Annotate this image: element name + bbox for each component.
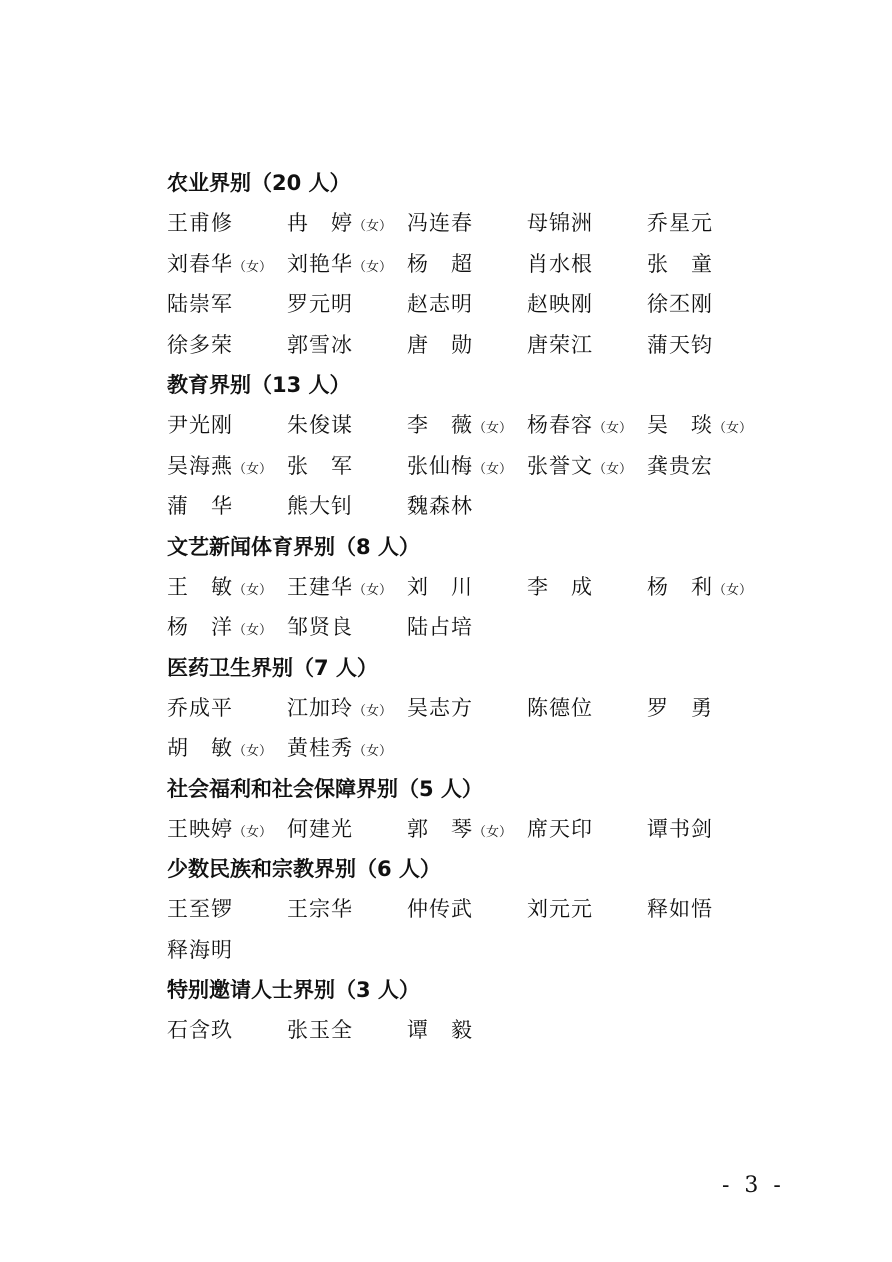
member-name: 魏森林 xyxy=(407,494,473,518)
member-name: 刘元元 xyxy=(527,897,593,921)
member-name: 刘艳华（女） xyxy=(287,251,393,276)
member-name: 陆崇军 xyxy=(167,292,233,316)
member-name: 赵志明 xyxy=(407,292,473,316)
member-name: 李 成 xyxy=(527,574,593,599)
member-name: 谭 毅 xyxy=(407,1018,473,1042)
name-row xyxy=(167,1010,807,1051)
member-name: 郭雪冰 xyxy=(287,332,353,357)
member-name: 释如悟 xyxy=(647,897,713,921)
member-name: 张 军 xyxy=(287,453,353,478)
member-name: 张 童 xyxy=(647,251,713,276)
member-name: 杨 利（女） xyxy=(647,574,753,599)
member-name: 谭书剑 xyxy=(647,816,713,841)
member-name: 黄桂秀（女） xyxy=(287,736,393,760)
member-name: 蒲 华 xyxy=(167,494,233,518)
member-name: 赵映刚 xyxy=(527,292,593,316)
member-name: 郭 琴（女） xyxy=(407,816,513,841)
member-name: 释海明 xyxy=(167,937,233,962)
member-name: 唐 勋 xyxy=(407,332,473,357)
member-name: 罗 勇 xyxy=(647,695,713,720)
member-name: 胡 敏（女） xyxy=(167,736,273,760)
section-heading: 特别邀请人士界别（3 人） xyxy=(167,978,420,1002)
female-marker: （女） xyxy=(353,219,393,234)
female-marker: （女） xyxy=(233,824,273,840)
member-name: 杨春容（女） xyxy=(527,413,633,437)
member-name: 李 薇（女） xyxy=(407,413,513,437)
member-name: 王建华（女） xyxy=(287,574,393,599)
section-heading: 医药卫生界别（7 人） xyxy=(167,655,378,680)
member-name: 龚贵宏 xyxy=(647,453,713,478)
member-name: 席天印 xyxy=(527,816,593,841)
name-row xyxy=(167,930,807,971)
member-name: 吴志方 xyxy=(407,695,473,720)
name-row xyxy=(167,325,807,366)
female-marker: （女） xyxy=(473,461,513,477)
female-marker: （女） xyxy=(713,421,753,436)
name-row xyxy=(167,244,807,285)
member-name: 张玉全 xyxy=(287,1018,353,1042)
female-marker: （女） xyxy=(233,744,273,759)
member-name: 王宗华 xyxy=(287,897,353,921)
name-row xyxy=(167,446,807,487)
member-name: 杨 洋（女） xyxy=(167,615,273,639)
female-marker: （女） xyxy=(473,824,513,840)
name-row xyxy=(167,728,807,769)
name-row xyxy=(167,405,807,446)
section-heading: 文艺新闻体育界别（8 人） xyxy=(167,534,420,559)
member-name: 吴海燕（女） xyxy=(167,453,273,478)
member-name: 朱俊谋 xyxy=(287,413,353,437)
member-name: 江加玲（女） xyxy=(287,695,393,720)
member-list xyxy=(167,163,807,1051)
member-name: 刘 川 xyxy=(407,574,473,599)
section-heading: 社会福利和社会保障界别（5 人） xyxy=(167,776,483,801)
female-marker: （女） xyxy=(353,703,393,719)
name-row xyxy=(167,688,807,729)
member-name: 母锦洲 xyxy=(527,211,593,235)
member-name: 杨 超 xyxy=(407,251,473,276)
female-marker: （女） xyxy=(353,744,393,759)
female-marker: （女） xyxy=(233,582,273,598)
name-row xyxy=(167,486,807,527)
name-row xyxy=(167,203,807,244)
member-name: 陆占培 xyxy=(407,615,473,639)
member-name: 王甫修 xyxy=(167,211,233,235)
member-name: 陈德位 xyxy=(527,695,593,720)
female-marker: （女） xyxy=(233,461,273,477)
member-name: 熊大钊 xyxy=(287,494,353,518)
name-row xyxy=(167,284,807,325)
member-name: 王 敏（女） xyxy=(167,574,273,599)
female-marker: （女） xyxy=(593,421,633,436)
section-heading: 教育界别（13 人） xyxy=(167,373,351,397)
female-marker: （女） xyxy=(233,623,273,638)
female-marker: （女） xyxy=(713,582,753,598)
member-name: 徐丕刚 xyxy=(647,292,713,316)
name-row xyxy=(167,607,807,648)
member-name: 蒲天钧 xyxy=(647,332,713,357)
member-name: 乔成平 xyxy=(167,695,233,720)
member-name: 刘春华（女） xyxy=(167,251,273,276)
name-row xyxy=(167,567,807,608)
female-marker: （女） xyxy=(353,582,393,598)
member-name: 肖水根 xyxy=(527,251,593,276)
member-name: 王映婷（女） xyxy=(167,816,273,841)
member-name: 张仙梅（女） xyxy=(407,453,513,478)
name-row xyxy=(167,809,807,850)
member-name: 冉 婷（女） xyxy=(287,211,393,235)
name-row xyxy=(167,889,807,930)
member-name: 仲传武 xyxy=(407,897,473,921)
female-marker: （女） xyxy=(233,259,273,275)
member-name: 何建光 xyxy=(287,816,353,841)
member-name: 张誉文（女） xyxy=(527,453,633,478)
female-marker: （女） xyxy=(353,259,393,275)
member-name: 唐荣江 xyxy=(527,332,593,357)
member-name: 吴 琰（女） xyxy=(647,413,753,437)
section-heading: 农业界别（20 人） xyxy=(167,171,351,195)
member-name: 王至锣 xyxy=(167,897,233,921)
member-name: 罗元明 xyxy=(287,292,353,316)
member-name: 冯连春 xyxy=(407,211,473,235)
female-marker: （女） xyxy=(593,461,633,477)
page-number: - 3 - xyxy=(722,1173,785,1198)
member-name: 徐多荣 xyxy=(167,332,233,357)
member-name: 邹贤良 xyxy=(287,615,353,639)
female-marker: （女） xyxy=(473,421,513,436)
section-heading: 少数民族和宗教界别（6 人） xyxy=(167,857,441,881)
member-name: 乔星元 xyxy=(647,211,713,235)
member-name: 尹光刚 xyxy=(167,413,233,437)
member-name: 石含玖 xyxy=(167,1018,233,1042)
